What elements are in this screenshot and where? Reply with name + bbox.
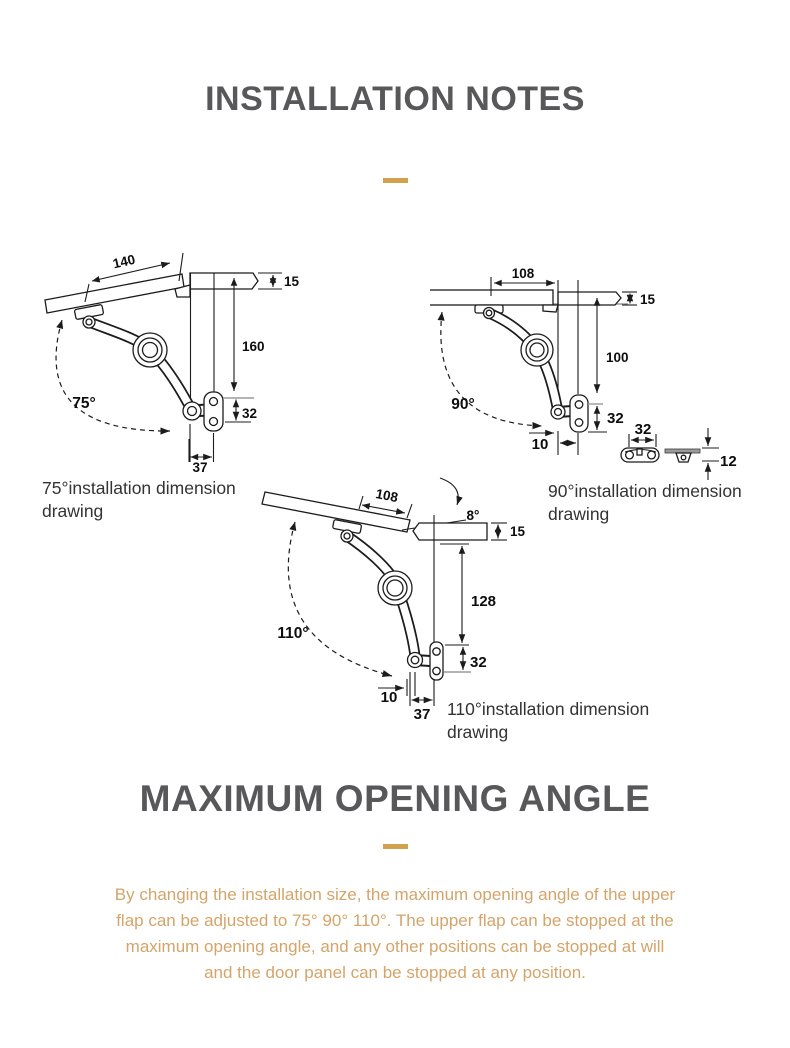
dim-bottom-offset-110: 37	[413, 706, 431, 723]
description-line: maximum opening angle, and any other positions can be stopped at will	[125, 937, 665, 956]
dim-mount-height-90: 100	[606, 350, 629, 365]
dim-panel-thickness-90: 15	[640, 292, 656, 307]
diagram-caption-75: 75°installation dimension drawing	[42, 478, 236, 521]
angle-label-110: 110°	[277, 625, 309, 642]
dim-plate-span-75: 32	[242, 406, 258, 421]
dim-flap-length-90: 108	[511, 266, 535, 281]
dim-flap-length-75: 140	[111, 251, 137, 272]
dim-plate-depth-90: 12	[720, 453, 737, 470]
diagram-110-drawing	[250, 460, 560, 725]
dim-plate-span-110: 32	[470, 654, 487, 671]
section-divider	[383, 844, 408, 849]
dim-panel-thickness-110: 15	[510, 524, 526, 539]
dim-plate-span-90: 32	[607, 410, 624, 427]
diagram-90-drawing	[430, 250, 780, 480]
description-line: and the door panel can be stopped at any position.	[204, 963, 586, 982]
dim-pivot-offset-110: 10	[380, 689, 398, 706]
reference-lines-75	[190, 273, 214, 462]
mounting-plate-110	[430, 642, 471, 680]
flap-panel-90	[430, 290, 628, 313]
dim-pivot-offset-90: 10	[531, 436, 549, 453]
dim-flap-length-110: 108	[374, 486, 400, 506]
flap-panel-75	[45, 273, 258, 320]
section-divider	[383, 178, 408, 183]
description-line: flap can be adjusted to 75° 90° 110°. The upper flap can be stopped at the	[116, 911, 674, 930]
diagram-caption-110: 110°installation dimension drawing	[447, 699, 650, 742]
mounting-plate-75	[204, 392, 223, 431]
section-title-installation: INSTALLATION NOTES	[205, 80, 585, 118]
dim-flap-tilt-110: 8°	[466, 508, 480, 523]
angle-label-90: 90°	[451, 396, 475, 413]
dim-plate-width-90: 32	[634, 421, 652, 438]
angle-label-75: 75°	[72, 395, 96, 412]
mounting-plate-90	[570, 395, 588, 432]
dim-bottom-offset-75: 37	[192, 460, 208, 475]
diagram-caption-90: 90°installation dimension drawing	[548, 481, 742, 524]
diagram-75-drawing	[30, 240, 320, 485]
section-title-max-opening: MAXIMUM OPENING ANGLE	[139, 778, 651, 819]
description-line: By changing the installation size, the maximum opening angle of the upper	[114, 885, 676, 904]
dim-panel-thickness-75: 15	[284, 274, 300, 289]
reference-lines-110	[407, 515, 434, 706]
max-opening-description	[95, 882, 695, 986]
dim-mount-height-110: 128	[471, 593, 497, 610]
dimension-labels-75	[72, 252, 299, 475]
dim-mount-height-75: 160	[242, 339, 265, 354]
